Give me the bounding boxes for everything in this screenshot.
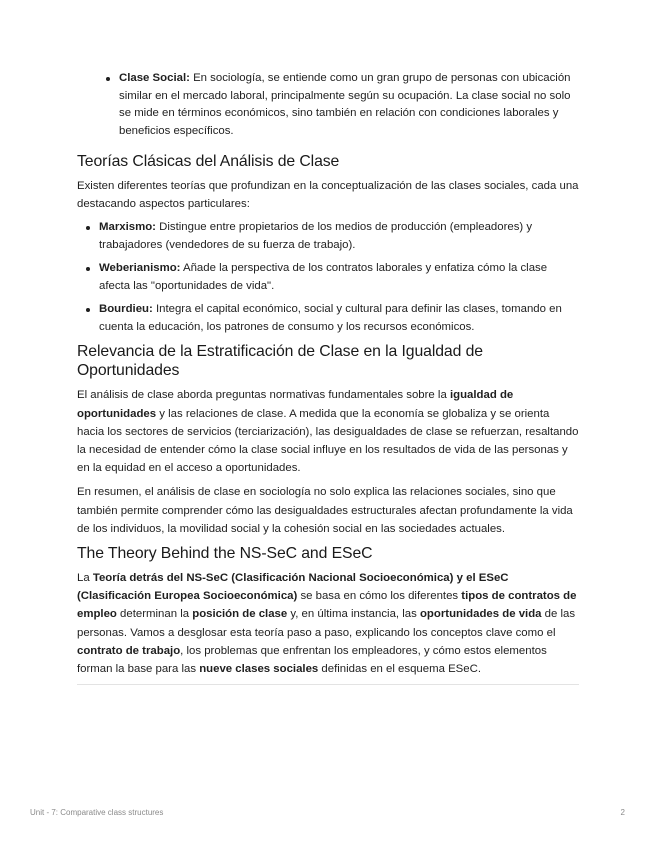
heading-relevancia: Relevancia de la Estratificación de Clase en la Igualdad de Oportunidades <box>77 343 483 380</box>
paragraph-relevancia: El análisis de clase aborda preguntas normativas fundamentales sobre la igualdad de oportunidades y las relaciones de clase. A medida que la economía se globaliza y se orienta hacia los sectores de servicios (terciarización), las desigualdades de clase se refuerzan, resaltando la necesidad de entender cómo la clase social influye en los resultados de vida de las personas y en la equidad en el acceso a oportunidades. <box>77 389 579 475</box>
heading-teorias-clasicas: Teorías Clásicas del Análisis de Clase <box>77 153 340 170</box>
list-item-marxismo: Marxismo: Distingue entre propietarios de los medios de producción (empleadores) y trabajadores (vendedores de su fuerza de trabajo). <box>99 219 579 254</box>
heading-theory-nssec-esec: The Theory Behind the NS-SeC and ESeC <box>77 545 373 563</box>
theories-list <box>99 219 579 336</box>
divider <box>77 684 579 685</box>
list-item-clase-social: Clase Social: En sociología, se entiende como un gran grupo de personas con ubicación similar en el mercado laboral, principalmente según su ocupación. La clase social no solo se mide en términos económicos, sino también en relación con condiciones laborales y beneficios específicos. <box>119 70 579 140</box>
paragraph-theory: La Teoría detrás del NS-SeC (Clasificación Nacional Socioeconómica) y el ESeC (Clasificación Europea Socioeconómica) se basa en cómo los diferentes tipos de contratos de empleo determinan la posición de clase y, en última instancia, las oportunidades de vida de las personas. Vamos a desglosar esta teoría paso a paso, explicando los conceptos clave como el contrato de trabajo, los problemas que enfrentan los empleadores, y cómo estos elementos forman la base para las nueve clases sociales definidas en el esquema ESeC. <box>77 572 577 676</box>
page-number: 2 <box>620 808 625 817</box>
list-item-bourdieu: Bourdieu: Integra el capital económico, social y cultural para definir las clases, tomando en cuenta la educación, los patrones de consumo y los recursos económicos. <box>99 301 579 336</box>
list-item-weberianismo: Weberianismo: Añade la perspectiva de los contratos laborales y enfatiza cómo la clase afecta las "oportunidades de vida". <box>99 260 579 295</box>
paragraph-teorias-intro: Existen diferentes teorías que profundizan en la conceptualización de las clases sociales, cada una destacando aspectos particulares: <box>77 180 579 211</box>
document-page <box>77 70 579 685</box>
intro-list <box>119 70 579 140</box>
paragraph-resumen: En resumen, el análisis de clase en sociología no solo explica las relaciones sociales, sino que también permite comprender cómo las desigualdades estructurales afectan profundamente la vida de los individuos, la movilidad social y la cohesión social en las sociedades actuales. <box>77 486 573 535</box>
footer-unit-title: Unit - 7: Comparative class structures <box>30 808 164 817</box>
